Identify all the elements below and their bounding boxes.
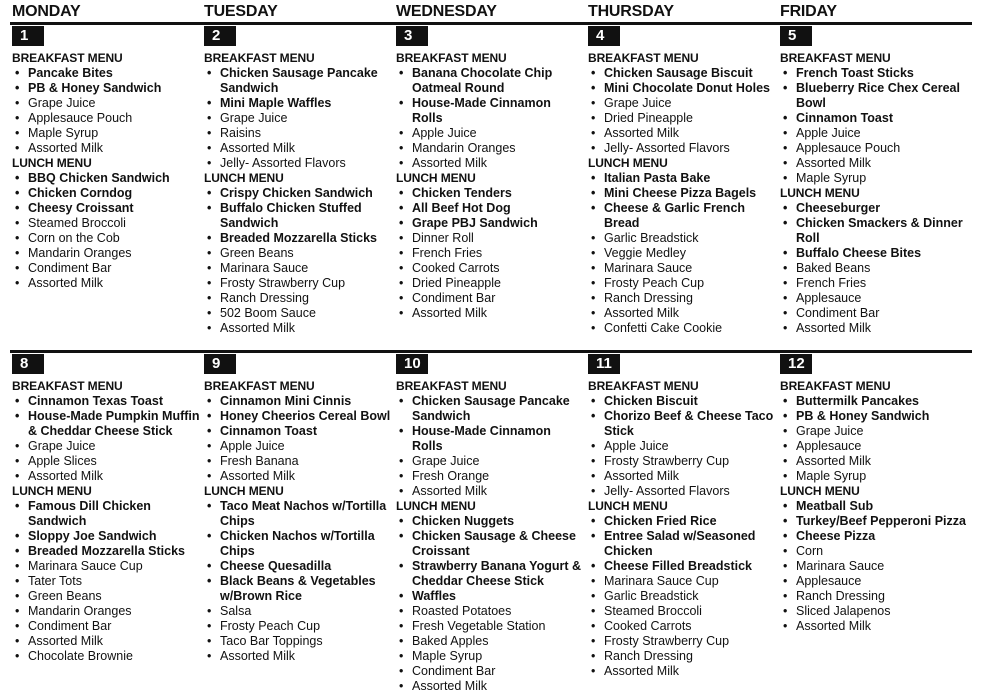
menu-item: • Mini Chocolate Donut Holes bbox=[588, 81, 776, 96]
lunch-items bbox=[12, 171, 200, 291]
lunch-items bbox=[204, 499, 392, 664]
menu-item: • Apple Juice bbox=[780, 126, 968, 141]
menu-item: • Sloppy Joe Sandwich bbox=[12, 529, 200, 544]
menu-item: • Honey Cheerios Cereal Bowl bbox=[204, 409, 392, 424]
week-2-divider bbox=[10, 350, 972, 353]
breakfast-menu-heading: BREAKFAST MENU bbox=[588, 51, 699, 65]
breakfast-menu-heading: BREAKFAST MENU bbox=[204, 51, 315, 65]
breakfast-items bbox=[396, 66, 584, 171]
day-menu bbox=[204, 379, 392, 664]
breakfast-items bbox=[204, 66, 392, 171]
lunch-items bbox=[204, 186, 392, 336]
menu-item: • Green Beans bbox=[204, 246, 392, 261]
menu-item: • Chicken Biscuit bbox=[588, 394, 776, 409]
breakfast-items bbox=[588, 394, 776, 499]
breakfast-items bbox=[12, 394, 200, 484]
menu-item: • Mandarin Oranges bbox=[12, 604, 200, 619]
breakfast-menu-heading: BREAKFAST MENU bbox=[12, 51, 123, 65]
breakfast-menu-heading: BREAKFAST MENU bbox=[396, 51, 507, 65]
menu-item: • Applesauce Pouch bbox=[780, 141, 968, 156]
week-1-divider bbox=[10, 22, 972, 25]
menu-item: • 502 Boom Sauce bbox=[204, 306, 392, 321]
menu-item: • Marinara Sauce Cup bbox=[12, 559, 200, 574]
menu-item: • Famous Dill Chicken Sandwich bbox=[12, 499, 200, 529]
menu-item: • Cheese & Garlic French Bread bbox=[588, 201, 776, 231]
menu-item: • Jelly- Assorted Flavors bbox=[588, 141, 776, 156]
menu-item: • Applesauce bbox=[780, 574, 968, 589]
menu-item: • Mandarin Oranges bbox=[396, 141, 584, 156]
menu-item: • Maple Syrup bbox=[780, 469, 968, 484]
lunch-items bbox=[396, 186, 584, 321]
day-header-wednesday: WEDNESDAY bbox=[396, 3, 497, 20]
lunch-items bbox=[780, 499, 968, 634]
lunch-menu-heading: LUNCH MENU bbox=[396, 171, 476, 185]
breakfast-menu-heading: BREAKFAST MENU bbox=[780, 379, 891, 393]
date-badge: 12 bbox=[780, 354, 812, 374]
menu-item: • Grape Juice bbox=[396, 454, 584, 469]
menu-item: • Condiment Bar bbox=[12, 619, 200, 634]
day-header-thursday: THURSDAY bbox=[588, 3, 674, 20]
menu-item: • Condiment Bar bbox=[780, 306, 968, 321]
menu-item: • Grape Juice bbox=[12, 439, 200, 454]
date-badge: 5 bbox=[780, 26, 812, 46]
day-header-friday: FRIDAY bbox=[780, 3, 837, 20]
menu-item: • Ranch Dressing bbox=[780, 589, 968, 604]
menu-item: • Assorted Milk bbox=[588, 664, 776, 679]
menu-item: • Taco Meat Nachos w/Tortilla Chips bbox=[204, 499, 392, 529]
menu-item: • Cinnamon Toast bbox=[780, 111, 968, 126]
menu-item: • Assorted Milk bbox=[396, 679, 584, 694]
menu-item: • Blueberry Rice Chex Cereal Bowl bbox=[780, 81, 968, 111]
menu-item: • Steamed Broccoli bbox=[12, 216, 200, 231]
menu-item: • Veggie Medley bbox=[588, 246, 776, 261]
menu-item: • Assorted Milk bbox=[12, 634, 200, 649]
menu-item: • Applesauce Pouch bbox=[12, 111, 200, 126]
menu-item: • Baked Apples bbox=[396, 634, 584, 649]
day-menu bbox=[780, 379, 968, 634]
menu-item: • Condiment Bar bbox=[396, 664, 584, 679]
menu-item: • Assorted Milk bbox=[588, 306, 776, 321]
breakfast-items bbox=[780, 394, 968, 484]
menu-item: • Assorted Milk bbox=[780, 619, 968, 634]
menu-item: • Fresh Orange bbox=[396, 469, 584, 484]
menu-item: • Assorted Milk bbox=[396, 306, 584, 321]
menu-item: • House-Made Cinnamon Rolls bbox=[396, 424, 584, 454]
menu-item: • Tater Tots bbox=[12, 574, 200, 589]
menu-item: • Corn on the Cob bbox=[12, 231, 200, 246]
menu-item: • Frosty Strawberry Cup bbox=[588, 454, 776, 469]
lunch-menu-heading: LUNCH MENU bbox=[12, 156, 92, 170]
menu-item: • Chocolate Brownie bbox=[12, 649, 200, 664]
breakfast-menu-heading: BREAKFAST MENU bbox=[12, 379, 123, 393]
menu-item: • Assorted Milk bbox=[12, 469, 200, 484]
menu-item: • Green Beans bbox=[12, 589, 200, 604]
lunch-menu-heading: LUNCH MENU bbox=[588, 156, 668, 170]
menu-item: • Cheesy Croissant bbox=[12, 201, 200, 216]
menu-item: • Mandarin Oranges bbox=[12, 246, 200, 261]
lunch-menu-heading: LUNCH MENU bbox=[204, 484, 284, 498]
menu-item: • Breaded Mozzarella Sticks bbox=[12, 544, 200, 559]
breakfast-menu-heading: BREAKFAST MENU bbox=[588, 379, 699, 393]
menu-item: • Chicken Sausage & Cheese Croissant bbox=[396, 529, 584, 559]
menu-item: • Pancake Bites bbox=[12, 66, 200, 81]
menu-item: • Assorted Milk bbox=[12, 276, 200, 291]
menu-item: • Applesauce bbox=[780, 291, 968, 306]
menu-item: • Grape PBJ Sandwich bbox=[396, 216, 584, 231]
menu-item: • Assorted Milk bbox=[204, 141, 392, 156]
menu-item: • Applesauce bbox=[780, 439, 968, 454]
menu-item: • Chicken Sausage Pancake Sandwich bbox=[204, 66, 392, 96]
date-badge: 1 bbox=[12, 26, 44, 46]
menu-item: • House-Made Pumpkin Muffin & Cheddar Cheese Stick bbox=[12, 409, 200, 439]
menu-item: • Buffalo Cheese Bites bbox=[780, 246, 968, 261]
menu-item: • Cheese Filled Breadstick bbox=[588, 559, 776, 574]
date-badge: 4 bbox=[588, 26, 620, 46]
menu-item: • Condiment Bar bbox=[12, 261, 200, 276]
menu-item: • Cinnamon Texas Toast bbox=[12, 394, 200, 409]
day-menu bbox=[396, 379, 584, 694]
menu-item: • Cooked Carrots bbox=[588, 619, 776, 634]
menu-item: • Buttermilk Pancakes bbox=[780, 394, 968, 409]
menu-item: • Assorted Milk bbox=[588, 126, 776, 141]
menu-item: • Fresh Vegetable Station bbox=[396, 619, 584, 634]
menu-item: • Sliced Jalapenos bbox=[780, 604, 968, 619]
lunch-menu-heading: LUNCH MENU bbox=[396, 499, 476, 513]
menu-item: • Ranch Dressing bbox=[204, 291, 392, 306]
day-menu bbox=[12, 51, 200, 291]
menu-item: • Apple Juice bbox=[588, 439, 776, 454]
menu-item: • Cinnamon Toast bbox=[204, 424, 392, 439]
menu-item: • Assorted Milk bbox=[588, 469, 776, 484]
menu-item: • French Toast Sticks bbox=[780, 66, 968, 81]
menu-item: • Condiment Bar bbox=[396, 291, 584, 306]
menu-item: • Assorted Milk bbox=[12, 141, 200, 156]
menu-item: • Assorted Milk bbox=[204, 649, 392, 664]
menu-item: • Chicken Corndog bbox=[12, 186, 200, 201]
menu-item: • Cinnamon Mini Cinnis bbox=[204, 394, 392, 409]
menu-item: • Italian Pasta Bake bbox=[588, 171, 776, 186]
menu-item: • Marinara Sauce bbox=[780, 559, 968, 574]
lunch-items bbox=[780, 201, 968, 336]
menu-item: • House-Made Cinnamon Rolls bbox=[396, 96, 584, 126]
menu-item: • Chicken Sausage Pancake Sandwich bbox=[396, 394, 584, 424]
menu-item: • Mini Cheese Pizza Bagels bbox=[588, 186, 776, 201]
menu-item: • French Fries bbox=[396, 246, 584, 261]
lunch-menu-heading: LUNCH MENU bbox=[588, 499, 668, 513]
date-badge: 8 bbox=[12, 354, 44, 374]
menu-item: • PB & Honey Sandwich bbox=[780, 409, 968, 424]
day-menu bbox=[588, 51, 776, 336]
menu-item: • Marinara Sauce bbox=[204, 261, 392, 276]
menu-item: • Chicken Tenders bbox=[396, 186, 584, 201]
day-menu bbox=[780, 51, 968, 336]
menu-item: • Fresh Banana bbox=[204, 454, 392, 469]
menu-item: • Frosty Strawberry Cup bbox=[588, 634, 776, 649]
menu-item: • Confetti Cake Cookie bbox=[588, 321, 776, 336]
menu-item: • Assorted Milk bbox=[780, 454, 968, 469]
lunch-items bbox=[588, 171, 776, 336]
lunch-menu-heading: LUNCH MENU bbox=[204, 171, 284, 185]
menu-item: • Frosty Strawberry Cup bbox=[204, 276, 392, 291]
breakfast-items bbox=[780, 66, 968, 186]
menu-item: • Assorted Milk bbox=[396, 484, 584, 499]
menu-item: • Chicken Nuggets bbox=[396, 514, 584, 529]
menu-item: • Grape Juice bbox=[12, 96, 200, 111]
menu-item: • Cheese Pizza bbox=[780, 529, 968, 544]
menu-item: • Assorted Milk bbox=[780, 156, 968, 171]
date-badge: 9 bbox=[204, 354, 236, 374]
breakfast-menu-heading: BREAKFAST MENU bbox=[396, 379, 507, 393]
day-header-monday: MONDAY bbox=[12, 3, 81, 20]
menu-item: • Grape Juice bbox=[780, 424, 968, 439]
lunch-items bbox=[588, 514, 776, 679]
lunch-menu-heading: LUNCH MENU bbox=[780, 186, 860, 200]
menu-item: • Roasted Potatoes bbox=[396, 604, 584, 619]
menu-item: • Buffalo Chicken Stuffed Sandwich bbox=[204, 201, 392, 231]
day-menu bbox=[588, 379, 776, 679]
menu-item: • Marinara Sauce bbox=[588, 261, 776, 276]
menu-item: • All Beef Hot Dog bbox=[396, 201, 584, 216]
menu-item: • Assorted Milk bbox=[396, 156, 584, 171]
menu-item: • Ranch Dressing bbox=[588, 649, 776, 664]
menu-item: • Cheeseburger bbox=[780, 201, 968, 216]
menu-item: • Jelly- Assorted Flavors bbox=[204, 156, 392, 171]
menu-item: • Chorizo Beef & Cheese Taco Stick bbox=[588, 409, 776, 439]
menu-item: • Baked Beans bbox=[780, 261, 968, 276]
menu-item: • Dried Pineapple bbox=[588, 111, 776, 126]
menu-item: • Breaded Mozzarella Sticks bbox=[204, 231, 392, 246]
menu-item: • Apple Slices bbox=[12, 454, 200, 469]
menu-item: • Chicken Smackers & Dinner Roll bbox=[780, 216, 968, 246]
menu-item: • Corn bbox=[780, 544, 968, 559]
menu-item: • Strawberry Banana Yogurt & Cheddar Cheese Stick bbox=[396, 559, 584, 589]
menu-item: • Assorted Milk bbox=[204, 321, 392, 336]
menu-item: • Maple Syrup bbox=[780, 171, 968, 186]
menu-item: • Salsa bbox=[204, 604, 392, 619]
day-menu bbox=[396, 51, 584, 321]
breakfast-items bbox=[204, 394, 392, 484]
lunch-items bbox=[12, 499, 200, 664]
date-badge: 10 bbox=[396, 354, 428, 374]
menu-item: • Turkey/Beef Pepperoni Pizza bbox=[780, 514, 968, 529]
menu-item: • Banana Chocolate Chip Oatmeal Round bbox=[396, 66, 584, 96]
menu-item: • Entree Salad w/Seasoned Chicken bbox=[588, 529, 776, 559]
menu-item: • Assorted Milk bbox=[204, 469, 392, 484]
date-badge: 11 bbox=[588, 354, 620, 374]
date-badge: 2 bbox=[204, 26, 236, 46]
date-badge: 3 bbox=[396, 26, 428, 46]
menu-item: • Meatball Sub bbox=[780, 499, 968, 514]
menu-item: • Marinara Sauce Cup bbox=[588, 574, 776, 589]
menu-item: • Ranch Dressing bbox=[588, 291, 776, 306]
breakfast-items bbox=[396, 394, 584, 499]
menu-item: • Grape Juice bbox=[204, 111, 392, 126]
menu-item: • Chicken Nachos w/Tortilla Chips bbox=[204, 529, 392, 559]
menu-item: • Frosty Peach Cup bbox=[588, 276, 776, 291]
menu-item: • Jelly- Assorted Flavors bbox=[588, 484, 776, 499]
menu-item: • Cheese Quesadilla bbox=[204, 559, 392, 574]
menu-item: • Maple Syrup bbox=[12, 126, 200, 141]
menu-item: • Maple Syrup bbox=[396, 649, 584, 664]
menu-item: • French Fries bbox=[780, 276, 968, 291]
breakfast-items bbox=[12, 66, 200, 156]
day-header-tuesday: TUESDAY bbox=[204, 3, 278, 20]
menu-item: • Assorted Milk bbox=[780, 321, 968, 336]
menu-item: • Crispy Chicken Sandwich bbox=[204, 186, 392, 201]
day-menu bbox=[204, 51, 392, 336]
breakfast-menu-heading: BREAKFAST MENU bbox=[204, 379, 315, 393]
lunch-items bbox=[396, 514, 584, 694]
menu-item: • Frosty Peach Cup bbox=[204, 619, 392, 634]
menu-item: • Grape Juice bbox=[588, 96, 776, 111]
day-menu bbox=[12, 379, 200, 664]
menu-item: • Apple Juice bbox=[396, 126, 584, 141]
menu-item: • Waffles bbox=[396, 589, 584, 604]
menu-item: • Taco Bar Toppings bbox=[204, 634, 392, 649]
menu-item: • Raisins bbox=[204, 126, 392, 141]
menu-item: • Garlic Breadstick bbox=[588, 589, 776, 604]
breakfast-items bbox=[588, 66, 776, 156]
menu-item: • Apple Juice bbox=[204, 439, 392, 454]
lunch-menu-heading: LUNCH MENU bbox=[780, 484, 860, 498]
menu-item: • PB & Honey Sandwich bbox=[12, 81, 200, 96]
menu-item: • Black Beans & Vegetables w/Brown Rice bbox=[204, 574, 392, 604]
breakfast-menu-heading: BREAKFAST MENU bbox=[780, 51, 891, 65]
menu-item: • Dried Pineapple bbox=[396, 276, 584, 291]
menu-item: • Cooked Carrots bbox=[396, 261, 584, 276]
menu-item: • Mini Maple Waffles bbox=[204, 96, 392, 111]
menu-item: • BBQ Chicken Sandwich bbox=[12, 171, 200, 186]
lunch-menu-heading: LUNCH MENU bbox=[12, 484, 92, 498]
menu-item: • Chicken Fried Rice bbox=[588, 514, 776, 529]
menu-item: • Garlic Breadstick bbox=[588, 231, 776, 246]
menu-item: • Dinner Roll bbox=[396, 231, 584, 246]
menu-item: • Chicken Sausage Biscuit bbox=[588, 66, 776, 81]
menu-item: • Steamed Broccoli bbox=[588, 604, 776, 619]
